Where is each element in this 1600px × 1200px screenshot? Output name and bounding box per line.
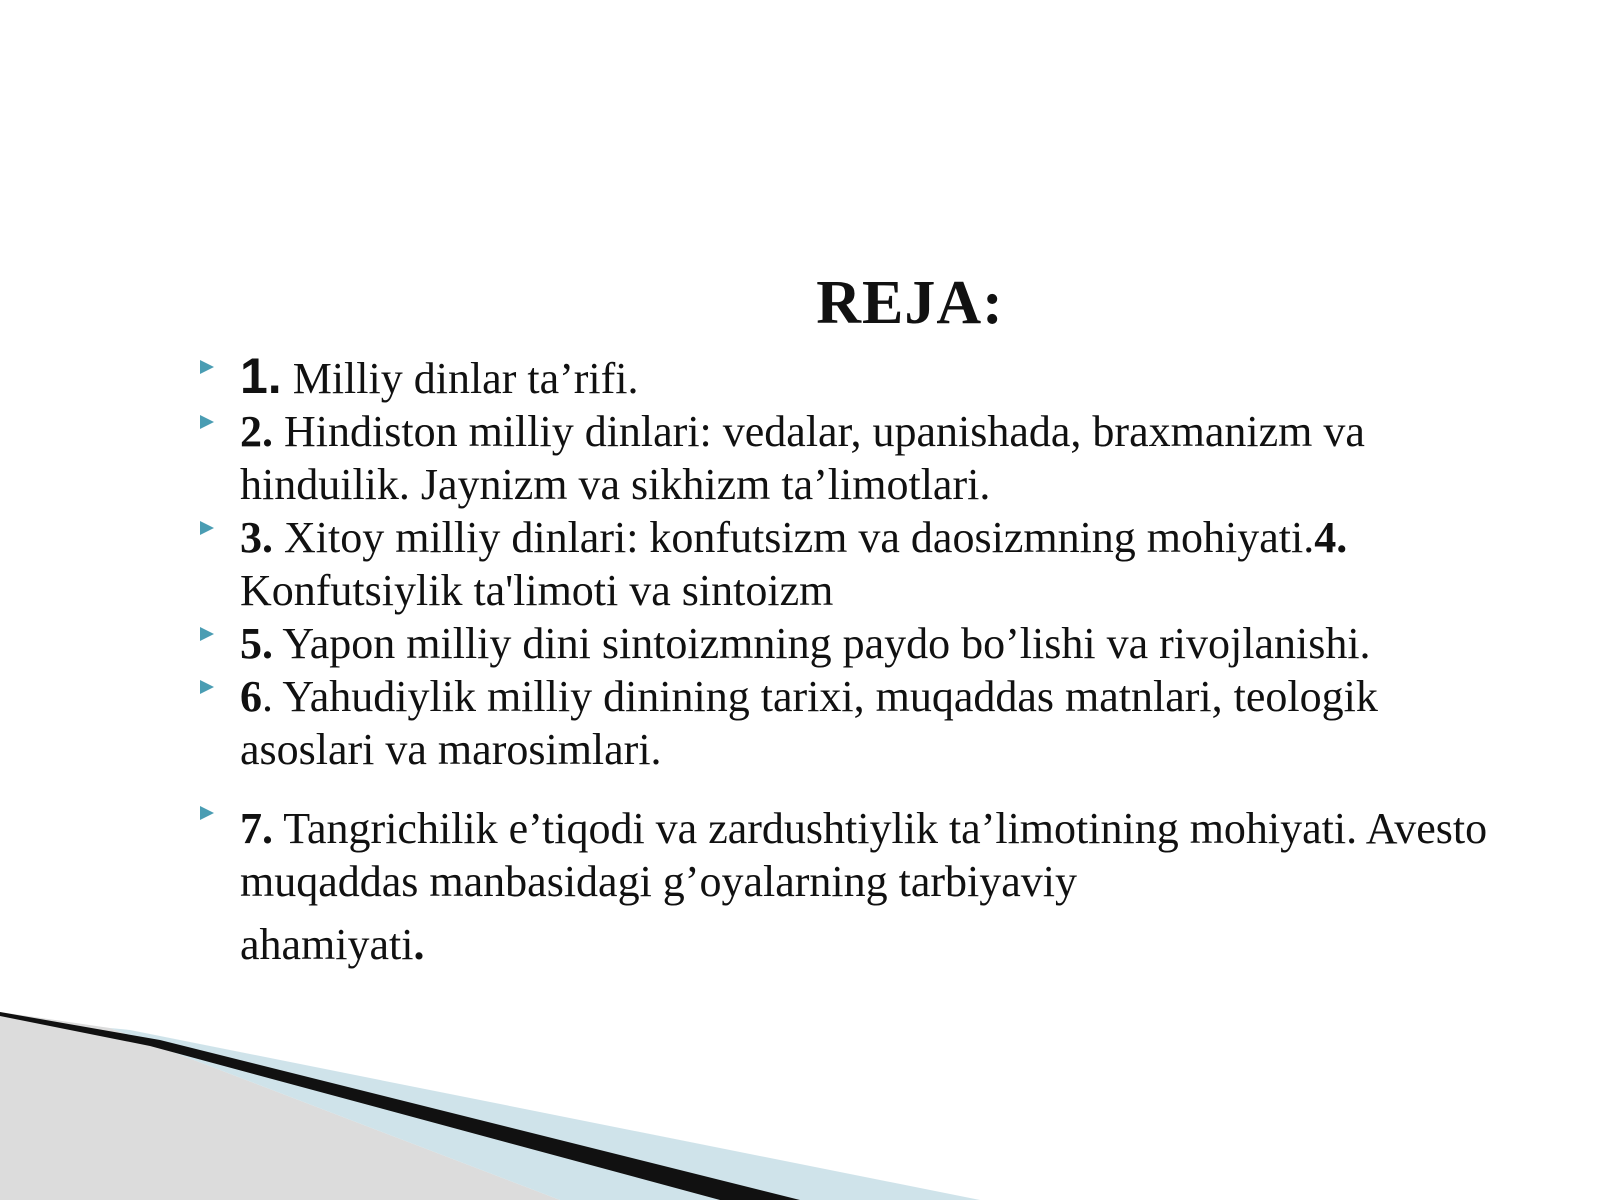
item-text-tail-line <box>240 908 1520 982</box>
plan-item-6 <box>200 670 1520 776</box>
plan-item-5 <box>200 617 1520 670</box>
item-text: Tangrichilik e’tiqodi va zardushtiylik ta’limotining mohiyati. Avesto muqaddas manbasidagi g’oyalarning tarbiyaviy <box>240 804 1488 906</box>
triangle-bullet-icon <box>200 806 214 820</box>
item-text-after: Konfutsiylik ta'limoti va sintoizm <box>240 566 834 615</box>
plan-list <box>200 350 1520 982</box>
slide-title: REJA: <box>816 269 1004 337</box>
item-number-inline: 4. <box>1314 513 1348 562</box>
item-number: 1. <box>240 348 282 404</box>
item-number: 7. <box>240 804 273 853</box>
item-text: Hindiston milliy dinlari: vedalar, upanishada, braxmanizm va hinduilik. Jaynizm va sikhizm ta’limotlari. <box>240 407 1365 509</box>
item-number: 5. <box>240 619 273 668</box>
triangle-bullet-icon <box>200 521 214 535</box>
item-text: Xitoy milliy dinlari: konfutsizm va daosizmning mohiyati. <box>273 513 1315 562</box>
triangle-bullet-icon <box>200 415 214 429</box>
triangle-bullet-icon <box>200 360 214 374</box>
plan-item-7 <box>200 796 1520 982</box>
item-number: 2. <box>240 407 273 456</box>
triangle-bullet-icon <box>200 627 214 641</box>
plan-item-2 <box>200 405 1520 511</box>
item-text-tail: ahamiyati <box>240 920 414 969</box>
item-text: . Yahudiylik milliy dinining tarixi, muqaddas matnlari, teologik asoslari va marosimlari. <box>240 672 1378 774</box>
plan-item-1 <box>200 350 1520 405</box>
item-text: Milliy dinlar ta’rifi. <box>281 354 639 403</box>
item-tail-punctuation: . <box>413 920 425 969</box>
item-number: 3. <box>240 513 273 562</box>
item-number: 6 <box>240 672 262 721</box>
triangle-bullet-icon <box>200 680 214 694</box>
plan-item-3 <box>200 511 1520 617</box>
item-text: Yapon milliy dini sintoizmning paydo bo’lishi va rivojlanishi. <box>273 619 1371 668</box>
